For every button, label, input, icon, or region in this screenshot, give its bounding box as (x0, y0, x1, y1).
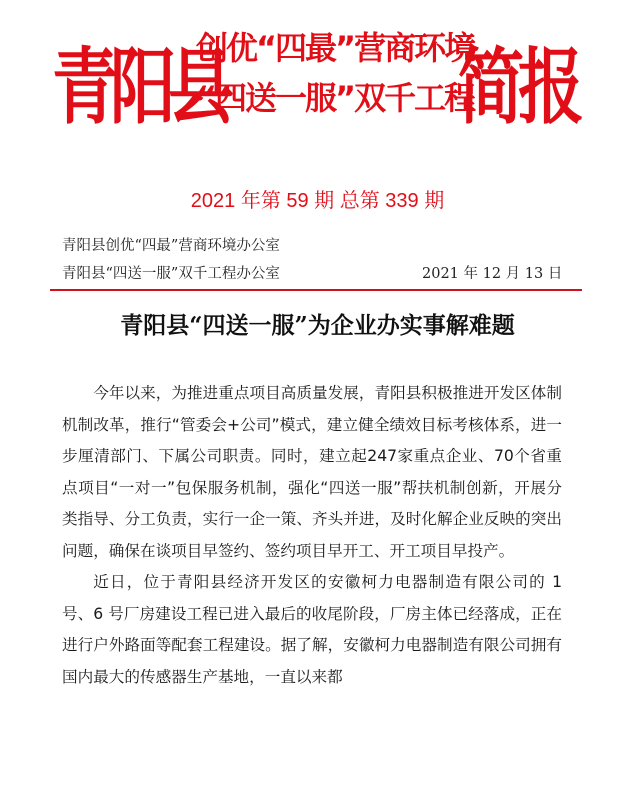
article-body (62, 378, 562, 693)
masthead (0, 0, 635, 160)
masthead-county: 青阳县 (52, 39, 226, 136)
paragraph: 近日，位于青阳县经济开发区的安徽柯力电器制造有限公司的 1 号、6 号厂房建设工程已进入最后的收尾阶段，厂房主体已经落成，正在进行户外路面等配套工程建设。据了解，安徽柯力电器制造有限公司拥有国内最大的传感器生产基地，一直以来都 (62, 573, 562, 686)
issuing-office-1: 青阳县创优“四最”营商环境办公室 (62, 238, 280, 254)
masthead-line-2: “四送一服”双千工程 (196, 79, 475, 117)
masthead-line-1: 创优“四最”营商环境 (196, 29, 475, 67)
issue-date: 2021 年 12 月 13 日 (422, 266, 563, 282)
article-title: 青阳县“四送一服”为企业办实事解难题 (120, 312, 515, 339)
red-divider (50, 289, 582, 291)
issue-number: 2021 年第 59 期 总第 339 期 (190, 190, 445, 212)
masthead-brief: 简报 (458, 39, 578, 136)
issuing-office-2: 青阳县“四送一服”双千工程办公室 (62, 266, 280, 282)
paragraph: 今年以来，为推进重点项目高质量发展，青阳县积极推进开发区体制机制改革，推行“管委会+公司”模式，建立健全绩效目标考核体系，进一步厘清部门、下属公司职责。同时，建立起247家重点企业、70个省重点项目“一对一”包保服务机制，强化“四送一服”帮扶机制创新，开展分类指导、分工负责，实行一企一策、齐头并进，及时化解企业反映的突出问题，确保在谈项目早签约、签约项目早开工、开工项目早投产。 (62, 384, 562, 560)
